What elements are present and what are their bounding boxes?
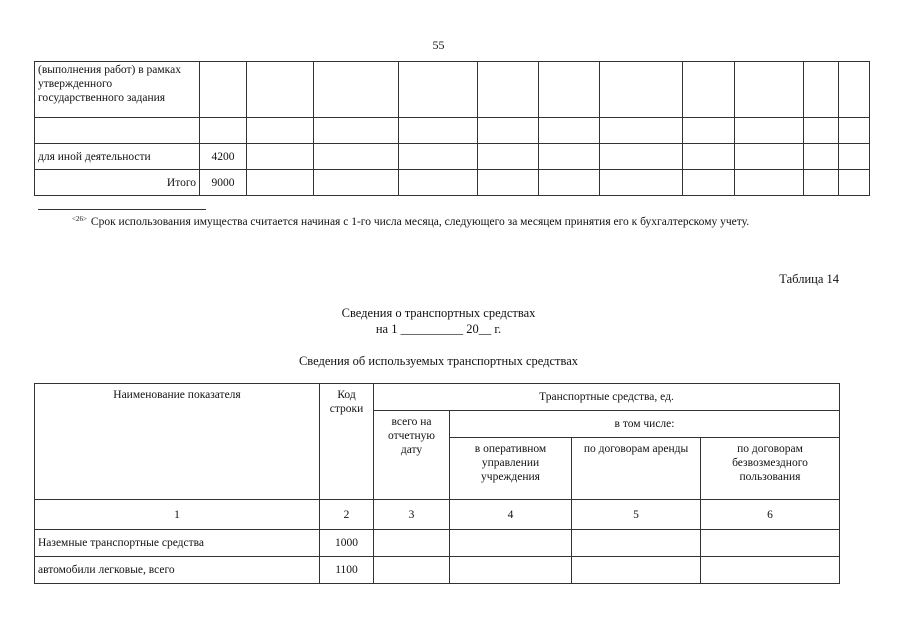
row-label — [35, 118, 200, 144]
column-number: 3 — [374, 500, 450, 530]
column-number-row — [35, 500, 840, 530]
header-group: Транспортные средства, ед. — [374, 384, 840, 411]
table-row — [35, 530, 840, 557]
footnote-marker: <26> — [72, 215, 87, 223]
table-row — [35, 170, 870, 196]
footnote — [38, 211, 838, 230]
column-number: 2 — [320, 500, 374, 530]
title-line-1: Сведения о транспортных средствах — [341, 306, 536, 320]
page-number: 55 — [432, 38, 445, 52]
row-label: (выполнения работ) в рамках утвержденного государственного задания — [35, 62, 200, 118]
header-free-use: по договорам безвозмездного пользования — [701, 438, 840, 500]
section-subtitle: Сведения об используемых транспортных средствах — [298, 354, 579, 368]
column-number: 5 — [572, 500, 701, 530]
row-label: Наземные транспортные средства — [35, 530, 320, 557]
transport-table — [34, 383, 840, 584]
header-including: в том числе: — [450, 411, 840, 438]
header-indicator: Наименование показателя — [35, 384, 320, 500]
document-title — [0, 305, 877, 337]
column-number: 6 — [701, 500, 840, 530]
title-line-2: на 1 __________ 20__ г. — [375, 322, 502, 336]
table-label: Таблица 14 — [779, 272, 839, 286]
header-code: Код строки — [320, 384, 374, 500]
header-lease: по договорам аренды — [572, 438, 701, 500]
row-code: 1000 — [320, 530, 374, 557]
row-label: для иной деятельности — [35, 144, 200, 170]
table-row — [35, 62, 870, 118]
row-code: 4200 — [200, 144, 247, 170]
footnote-text: Срок использования имущества считается начиная с 1-го числа месяца, следующего за месяцем принятия его к бухгалтерскому учету. — [90, 216, 750, 228]
row-code: 9000 — [200, 170, 247, 196]
table-row — [35, 557, 840, 584]
row-code — [200, 118, 247, 144]
row-code: 1100 — [320, 557, 374, 584]
header-operational: в оперативном управлении учреждения — [450, 438, 572, 500]
table-row — [35, 118, 870, 144]
property-table — [34, 61, 870, 196]
column-number: 4 — [450, 500, 572, 530]
row-label: автомобили легковые, всего — [35, 557, 320, 584]
row-label: Итого — [35, 170, 200, 196]
footnote-separator — [38, 209, 206, 210]
row-code — [200, 62, 247, 118]
header-total: всего на отчетную дату — [374, 411, 450, 500]
column-number: 1 — [35, 500, 320, 530]
table-row — [35, 144, 870, 170]
